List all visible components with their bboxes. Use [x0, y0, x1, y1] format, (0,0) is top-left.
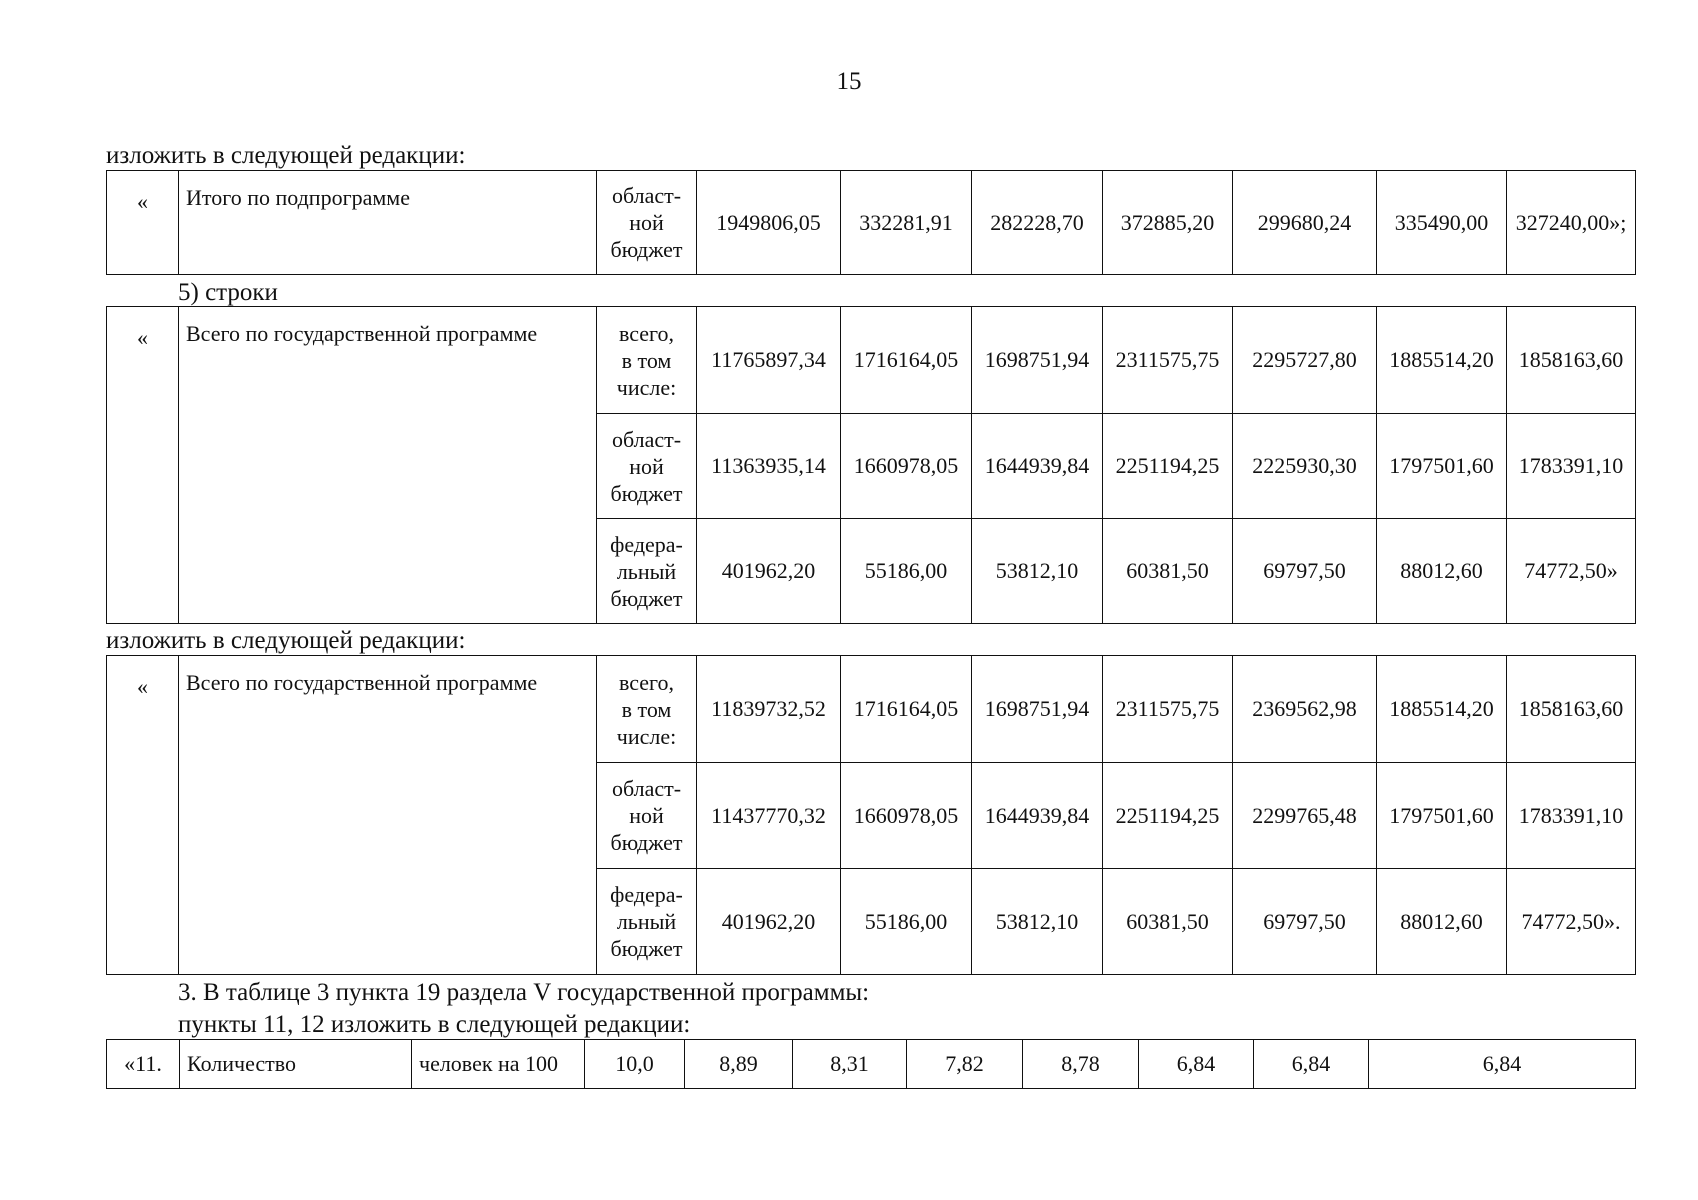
value-cell: 53812,10 [972, 869, 1103, 975]
quote-mark: « [107, 656, 179, 975]
value-cell: 11765897,34 [697, 307, 841, 414]
quote-mark: « [107, 171, 179, 275]
value-cell: 2369562,98 [1233, 656, 1377, 763]
value-cell: 1698751,94 [972, 656, 1103, 763]
value-cell: 1885514,20 [1377, 307, 1507, 414]
value-cell: 88012,60 [1377, 869, 1507, 975]
source-label: всего, в том числе: [597, 307, 697, 414]
source-label: област- ной бюджет [597, 414, 697, 519]
paragraph-items-11-12: пункты 11, 12 изложить в следующей редакции: [178, 1011, 691, 1038]
page-number: 15 [836, 68, 862, 95]
table-indicators [106, 1039, 1636, 1089]
row-name: Итого по подпрограмме [179, 171, 597, 275]
value-cell: 1858163,60 [1507, 656, 1636, 763]
value-cell: 69797,50 [1233, 869, 1377, 975]
value-cell: 10,0 [585, 1040, 685, 1089]
heading-rows: 5) строки [178, 279, 278, 306]
value-cell: 74772,50» [1507, 519, 1636, 624]
value-cell: 1783391,10 [1507, 414, 1636, 519]
source-label: федера- льный бюджет [597, 869, 697, 975]
value-cell: 11437770,32 [697, 763, 841, 869]
value-cell: 1797501,60 [1377, 414, 1507, 519]
table-row [107, 307, 1636, 414]
row-name: Всего по государственной программе [179, 307, 597, 624]
value-cell: 2295727,80 [1233, 307, 1377, 414]
value-cell: 401962,20 [697, 519, 841, 624]
value-cell: 372885,20 [1103, 171, 1233, 275]
value-cell: 8,78 [1023, 1040, 1139, 1089]
value-cell: 53812,10 [972, 519, 1103, 624]
value-cell: 1716164,05 [841, 307, 972, 414]
table-subprogram-total [106, 170, 1636, 275]
value-cell: 1660978,05 [841, 414, 972, 519]
value-cell: 2251194,25 [1103, 414, 1233, 519]
value-cell: 282228,70 [972, 171, 1103, 275]
source-label: всего, в том числе: [597, 656, 697, 763]
paragraph-item-3: 3. В таблице 3 пункта 19 раздела V государственной программы: [178, 979, 870, 1006]
value-cell: 1783391,10 [1507, 763, 1636, 869]
source-label: федера- льный бюджет [597, 519, 697, 624]
item-number: «11. [107, 1040, 180, 1089]
value-cell: 332281,91 [841, 171, 972, 275]
value-cell: 299680,24 [1233, 171, 1377, 275]
value-cell: 1698751,94 [972, 307, 1103, 414]
value-cell: 69797,50 [1233, 519, 1377, 624]
value-cell: 11363935,14 [697, 414, 841, 519]
unit-label: человек на 100 [412, 1040, 585, 1089]
table-row [107, 171, 1636, 275]
table-program-total-old [106, 306, 1636, 624]
table-row [107, 656, 1636, 763]
indicator-name: Количество [180, 1040, 412, 1089]
value-cell: 55186,00 [841, 519, 972, 624]
heading-new-edition-2: изложить в следующей редакции: [106, 627, 466, 654]
value-cell: 2225930,30 [1233, 414, 1377, 519]
value-cell: 1644939,84 [972, 414, 1103, 519]
value-cell: 8,31 [793, 1040, 907, 1089]
value-cell: 8,89 [685, 1040, 793, 1089]
value-cell: 7,82 [907, 1040, 1023, 1089]
value-cell: 6,84 [1369, 1040, 1636, 1089]
value-cell: 6,84 [1254, 1040, 1369, 1089]
row-name: Всего по государственной программе [179, 656, 597, 975]
value-cell: 327240,00»; [1507, 171, 1636, 275]
value-cell: 2311575,75 [1103, 656, 1233, 763]
value-cell: 1797501,60 [1377, 763, 1507, 869]
value-cell: 1885514,20 [1377, 656, 1507, 763]
table-row [107, 1040, 1636, 1089]
heading-new-edition-1: изложить в следующей редакции: [106, 142, 466, 169]
source-label: област- ной бюджет [597, 763, 697, 869]
source-label: област- ной бюджет [597, 171, 697, 275]
value-cell: 6,84 [1139, 1040, 1254, 1089]
value-cell: 60381,50 [1103, 869, 1233, 975]
value-cell: 1949806,05 [697, 171, 841, 275]
value-cell: 1858163,60 [1507, 307, 1636, 414]
value-cell: 74772,50». [1507, 869, 1636, 975]
value-cell: 1644939,84 [972, 763, 1103, 869]
value-cell: 88012,60 [1377, 519, 1507, 624]
value-cell: 2299765,48 [1233, 763, 1377, 869]
quote-mark: « [107, 307, 179, 624]
value-cell: 1716164,05 [841, 656, 972, 763]
value-cell: 55186,00 [841, 869, 972, 975]
value-cell: 401962,20 [697, 869, 841, 975]
value-cell: 11839732,52 [697, 656, 841, 763]
value-cell: 335490,00 [1377, 171, 1507, 275]
value-cell: 1660978,05 [841, 763, 972, 869]
table-program-total-new [106, 655, 1636, 975]
value-cell: 2251194,25 [1103, 763, 1233, 869]
value-cell: 2311575,75 [1103, 307, 1233, 414]
value-cell: 60381,50 [1103, 519, 1233, 624]
